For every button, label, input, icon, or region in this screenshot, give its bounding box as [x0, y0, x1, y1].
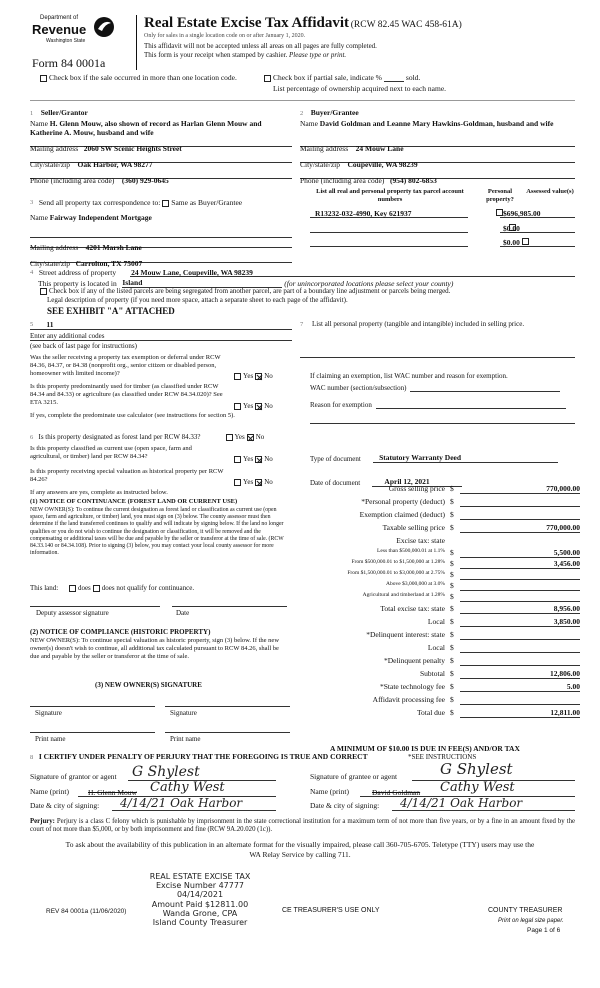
- s6-q2-yes[interactable]: [234, 456, 241, 463]
- tax-row-label: *State technology fee: [380, 682, 445, 691]
- tax-row-amount[interactable]: 3,850.00: [553, 617, 580, 626]
- property-located-row: This property is located in Island (for unincorporated locations please select your county): [38, 278, 454, 288]
- tax-row: [300, 484, 580, 494]
- tax-row: [300, 617, 580, 627]
- logo-sub: Washington State: [46, 38, 86, 44]
- parcel-1-personal-checkbox[interactable]: [496, 209, 503, 216]
- page-title: Real Estate Excise Tax Affidavit: [144, 15, 349, 31]
- tax-row-line: [460, 519, 580, 520]
- tax-row-label: *Personal property (deduct): [361, 497, 445, 506]
- reason-row: Reason for exemption: [310, 401, 566, 409]
- historic-heading: (2) NOTICE OF COMPLIANCE (HISTORIC PROPERTY): [30, 628, 211, 636]
- tax-row-currency: $: [450, 497, 454, 506]
- see-instructions: *SEE INSTRUCTIONS: [408, 753, 477, 761]
- grantor-name-row: Name (print): [30, 787, 69, 796]
- tax-row-line: [460, 691, 580, 692]
- buyer-heading: Buyer/Grantee: [310, 108, 359, 117]
- land-does-not-checkbox[interactable]: [93, 585, 100, 592]
- tax-row-line: [460, 717, 580, 718]
- tax-row: [300, 630, 580, 640]
- check-multi-location[interactable]: Check box if the sale occurred in more than one location code.: [38, 73, 237, 82]
- tax-row-currency: $: [450, 570, 454, 579]
- s5-q1: Was the seller receiving a property tax exemption or deferral under RCW 84.36, 84.37, or 84.38 (nonprofit org., senior citizen or disabled person, homeowner with limited income)?: [30, 354, 221, 377]
- grantor-signature[interactable]: G Shylest: [132, 764, 200, 780]
- tax-row-amount[interactable]: 5.00: [566, 682, 580, 691]
- grantor-name-struck: H. Glenn Mouw: [88, 788, 137, 797]
- tax-row-label: From $500,000.01 to $1,500,000 at 1.28%: [351, 559, 445, 565]
- seller-city[interactable]: Oak Harbor, WA 98277: [77, 160, 153, 169]
- s6-q2-no[interactable]: [255, 456, 262, 463]
- s5-q1-answer: Yes No: [232, 372, 273, 380]
- tax-row-line: [460, 639, 580, 640]
- wac-row: WAC number (section/subsection): [310, 384, 560, 392]
- reason-field[interactable]: [376, 402, 566, 409]
- tax-row-label: Less than $500,000.01 at 1.1%: [377, 548, 445, 554]
- doc-type[interactable]: Statutory Warranty Deed: [373, 453, 558, 463]
- tax-row: [300, 682, 580, 692]
- tax-row-label: Total due: [416, 708, 445, 717]
- header-line2: This affidavit will not be accepted unless all areas on all pages are fully completed.: [144, 42, 377, 50]
- seller-phone-row: Phone (including area code) (360) 929-0645: [30, 176, 169, 185]
- tax-row: [300, 695, 580, 705]
- perjury-statement: Perjury: Perjury is a class C felony which is punishable by imprisonment in the state correctional institution for a maximum term of not more than five years, or by a fine in an amount fixed by the court of not more than $5,000, or by both imprisonment and fine (RCW 9A.20.020 (1c)).: [30, 818, 575, 834]
- tax-row-currency: $: [450, 630, 454, 639]
- tax-row: [300, 643, 580, 653]
- section-8-certify: 8 I CERTIFY UNDER PENALTY OF PERJURY THAT THE FOREGOING IS TRUE AND CORRECT: [30, 752, 368, 761]
- buyer-city-row: City/state/zip Coupeville, WA 98239: [300, 160, 418, 169]
- tax-row-amount[interactable]: 770,000.00: [546, 523, 580, 532]
- tax-row: [300, 592, 580, 602]
- tax-row-label: Taxable selling price: [382, 523, 445, 532]
- tax-row-currency: $: [450, 643, 454, 652]
- tax-row: [300, 536, 580, 546]
- s6-q2-answer: Yes No: [232, 455, 273, 463]
- s5-q2-answer: Yes No: [232, 402, 273, 410]
- partial-percent-field[interactable]: [384, 75, 404, 82]
- multi-location-checkbox[interactable]: [40, 75, 47, 82]
- tax-row-label: From $1,500,000.01 to $3,000,000 at 2.75%: [347, 570, 445, 576]
- tax-row-currency: $: [450, 669, 454, 678]
- parcels-col-personal: Personal property?: [486, 188, 514, 203]
- s6-q3-yes[interactable]: [234, 479, 241, 486]
- tax-row-label: Local: [427, 617, 445, 626]
- grantor-name[interactable]: Cathy West: [150, 780, 225, 795]
- treasurer-stamp: REAL ESTATE EXCISE TAX Excise Number 47777 04/14/2021 Amount Paid $12811.00 Wanda Grone, CPA Island County Treasurer: [149, 872, 251, 927]
- tax-row-currency: $: [450, 682, 454, 691]
- buyer-address-row: Mailing address 24 Mouw Lane: [300, 144, 404, 153]
- s6-note: If any answers are yes, complete as instructed below.: [30, 489, 168, 496]
- list-percentage-note: List percentage of ownership acquired next to each name.: [273, 84, 447, 93]
- buyer-address[interactable]: 24 Mouw Lane: [355, 144, 404, 153]
- logo-top: Department of: [40, 15, 79, 21]
- form-title-block: [144, 14, 462, 32]
- header-line1: Only for sales in a single location code on or after January 1, 2020.: [144, 33, 306, 39]
- s5-q2-no[interactable]: [255, 403, 262, 410]
- top-rule: [30, 100, 575, 101]
- tax-row: [300, 656, 580, 666]
- tax-row-label: Affidavit processing fee: [372, 695, 445, 704]
- tax-row-currency: $: [450, 656, 454, 665]
- doc-date-row: Date of document April 12, 2021: [310, 477, 462, 487]
- parcels-col-value: Assessed value(s): [526, 188, 574, 195]
- buyer-city[interactable]: Coupeville, WA 98239: [347, 160, 418, 169]
- parcel-value-2[interactable]: $0.00: [503, 224, 520, 233]
- tax-row-line: [460, 613, 580, 614]
- tax-row: [300, 669, 580, 679]
- tax-row-line: [460, 579, 580, 580]
- tax-row-line: [460, 532, 580, 533]
- form-citation: (RCW 82.45 WAC 458-61A): [350, 20, 462, 30]
- grantee-signature-row: Signature of grantee or agent: [310, 772, 398, 781]
- tax-row: [300, 497, 580, 507]
- correspondence-name[interactable]: Fairway Independent Mortgage: [49, 213, 152, 222]
- section-5-use-code: 5 11: [30, 320, 54, 329]
- form-number: Form 84 0001a: [32, 56, 106, 70]
- tax-row-line: [460, 506, 580, 507]
- grantee-name-row: Name (print): [310, 787, 349, 796]
- parcel-value-1[interactable]: $696,985.00: [503, 209, 541, 218]
- form-revision: REV 84 0001a (11/06/2020): [46, 908, 127, 915]
- tax-row-line: [460, 601, 580, 602]
- tax-row-currency: $: [450, 695, 454, 704]
- alt-format-note: To ask about the availability of this publication in an alternate format for the visually impaired, please call 360-705-6705. Teletype (TTY) users may use the WA Relay Service by calling 711.: [65, 840, 535, 859]
- property-county[interactable]: Island: [122, 278, 282, 288]
- tax-row-amount[interactable]: 3,456.00: [553, 559, 580, 568]
- property-street-row: 4 Street address of property 24 Mouw Lane, Coupeville, WA 98239: [30, 268, 253, 277]
- s6-q1: Is this property designated as forest land per RCW 84.33?: [38, 433, 201, 441]
- tax-row-label: Above $3,000,000 at 3.0%: [386, 581, 445, 587]
- buyer-phone[interactable]: (954) 802-6853: [389, 176, 437, 185]
- parcel-account-1[interactable]: R13232-032-4990, Key 621937: [315, 209, 412, 218]
- tax-row: [300, 510, 580, 520]
- s6-q3-answer: Yes No: [232, 478, 273, 486]
- tax-row: [300, 523, 580, 533]
- tax-row-amount[interactable]: 12,806.00: [550, 669, 580, 678]
- revenue-logo-icon: [92, 15, 116, 39]
- tax-row-currency: $: [450, 510, 454, 519]
- correspondence-city[interactable]: Carrolton, TX 75007: [75, 259, 143, 268]
- tax-row-currency: $: [450, 581, 454, 590]
- parcel-3-personal-checkbox[interactable]: [522, 238, 529, 245]
- s5-q2: Is this property predominantly used for timber (as classified under RCW 84.34 and 84.33) or agriculture (as classified under RCW 84.34.020)? See ETA 3215.: [30, 383, 223, 406]
- tax-row-label: Local: [427, 643, 445, 652]
- tax-row-line: [460, 652, 580, 653]
- tax-row: [300, 548, 580, 558]
- correspondence-address-row: Mailing address 4201 Marsh Lane: [30, 243, 142, 252]
- doc-type-row: Type of document Statutory Warranty Deed: [310, 453, 558, 463]
- tax-row-amount[interactable]: 5,500.00: [553, 548, 580, 557]
- tax-row: [300, 559, 580, 569]
- segregated-row[interactable]: Check box if any of the listed parcels are being segregated from another parcel, are part of a boundary line adjustment or parcels being merged.: [38, 287, 450, 295]
- s6-q3-no[interactable]: [255, 479, 262, 486]
- land-qualify-row: This land: does does not qualify for continuance.: [30, 584, 195, 592]
- grantor-date-row: Date & city of signing:: [30, 801, 100, 810]
- tax-row-line: [460, 626, 580, 627]
- legal-paper-note: Print on legal size paper.: [498, 918, 564, 924]
- historic-text: NEW OWNER(S): To continue special valuation as historic property, sign (3) below. If the new owner(s) doesn't wish to continue, all additional tax calculated pursuant to RCW 84.26, shall be due and payable by the seller or transferor at the time of sale.: [30, 637, 280, 661]
- tax-row: [300, 604, 580, 614]
- parcels-col-account: List all real and personal property tax parcel account numbers: [316, 188, 464, 203]
- minimum-fee-note: A MINIMUM OF $10.00 IS DUE IN FEE(S) AND/OR TAX: [330, 744, 520, 753]
- tax-row-line: [460, 568, 580, 569]
- tax-row-line: [460, 665, 580, 666]
- s5-q1-no[interactable]: [255, 373, 262, 380]
- section-3-correspondence: 3 Send all property tax correspondence to: Same as Buyer/Grantee: [30, 198, 243, 207]
- seller-phone[interactable]: (360) 929-0645: [121, 176, 169, 185]
- tax-row-currency: $: [450, 523, 454, 532]
- tax-row-label: Agricultural and timberland at 1.28%: [362, 592, 445, 598]
- tax-row-label: Total excise tax: state: [380, 604, 445, 613]
- s6-q3: Is this property receiving special valuation as historical property per RCW 84.26?: [30, 468, 224, 483]
- s5-q2-note: If yes, complete the predominate use calculator (see instructions for section 5).: [30, 412, 235, 419]
- buyer-phone-row: Phone (including area code) (954) 802-6853: [300, 176, 437, 185]
- tax-row-amount[interactable]: 8,956.00: [553, 604, 580, 613]
- tax-row: [300, 708, 580, 718]
- seller-name[interactable]: H. Glenn Mouw, also shown of record as Harlan Glenn Mouw and Katherine A. Mouw, husband and wife: [30, 118, 262, 137]
- grantor-signature-row: Signature of grantor or agent: [30, 772, 117, 781]
- tax-row-currency: $: [450, 708, 454, 717]
- section-2-buyer: 2 Buyer/Grantee Name David Goldman and Leanne Mary Hawkins-Goldman, husband and wife: [300, 108, 554, 128]
- tax-row-line: [460, 678, 580, 679]
- tax-row-label: Subtotal: [419, 669, 445, 678]
- tax-row-amount[interactable]: 12,811.00: [550, 708, 580, 717]
- county-treasurer: COUNTY TREASURER: [488, 907, 563, 914]
- tax-row-currency: $: [450, 617, 454, 626]
- correspondence-city-row: City/state/zip Carrolton, TX 75007: [30, 259, 143, 268]
- s6-q2: Is this property classified as current use (open space, farm and agricultural, or timber) land per RCW 84.34?: [30, 445, 192, 460]
- correspondence-name-row: Name Fairway Independent Mortgage: [30, 213, 152, 222]
- wac-field[interactable]: [410, 385, 560, 392]
- tax-row: [300, 581, 580, 591]
- tax-row-label: *Delinquent interest: state: [366, 630, 445, 639]
- section-1-seller: 1 Seller/Grantor Name H. Glenn Mouw, also shown of record as Harlan Glenn Mouw and Katherine A. Mouw, husband and wife: [30, 108, 262, 137]
- s6-q1-yes[interactable]: [226, 434, 233, 441]
- grantee-date-row: Date & city of signing:: [310, 801, 380, 810]
- s5-q1-yes[interactable]: [234, 373, 241, 380]
- seller-city-row: City/state/zip Oak Harbor, WA 98277: [30, 160, 153, 169]
- legal-description[interactable]: SEE EXHIBIT "A" ATTACHED: [47, 306, 175, 316]
- s6-q1-no[interactable]: [247, 434, 254, 441]
- property-street[interactable]: 24 Mouw Lane, Coupeville, WA 98239: [131, 268, 253, 277]
- land-does-checkbox[interactable]: [69, 585, 76, 592]
- grantee-date-city[interactable]: 4/14/21 Oak Harbor: [400, 796, 523, 810]
- tax-row-line: [460, 557, 580, 558]
- tax-row-label: Excise tax: state: [396, 536, 445, 545]
- header-divider: [136, 15, 137, 70]
- parcel-value-3[interactable]: $0.00: [503, 238, 520, 247]
- continuance-text: NEW OWNER(S): To continue the current designation as forest land or classification as current use (open space, farm and agriculture, or timber) land, you must sign on (3) below. The county assessor must then determine if the land transferred continues to qualify and will indicate by signing below. If the land no longer qualifies or you do not wish to continue the designation or classification, it will be removed and the compensating or additional taxes will be due and payable by the seller or transferor at the time of sale. (RCW 84.33.140 or 84.34.108). Prior to signing (3) below, you may contact your local county assessor for more information.: [30, 507, 284, 557]
- check-partial-sale[interactable]: Check box if partial sale, indicate % sold.: [262, 73, 420, 82]
- grantee-name[interactable]: Cathy West: [440, 780, 515, 795]
- tax-row-label: Exemption claimed (deduct): [359, 510, 445, 519]
- tax-row-currency: $: [450, 604, 454, 613]
- section-7: 7 List all personal property (tangible and intangible) included in selling price.: [300, 320, 525, 328]
- tax-row-currency: $: [450, 548, 454, 557]
- tax-row-label: Gross selling price: [388, 484, 445, 493]
- grantor-date-city[interactable]: 4/14/21 Oak Harbor: [120, 796, 243, 810]
- buyer-name[interactable]: David Goldman and Leanne Mary Hawkins-Goldman, husband and wife: [319, 118, 554, 128]
- same-as-buyer-checkbox[interactable]: [162, 200, 169, 207]
- logo-name: Revenue: [32, 22, 87, 37]
- dor-logo: [30, 15, 125, 55]
- tax-row-line: [460, 704, 580, 705]
- tax-row-currency: $: [450, 559, 454, 568]
- continuance-heading: (1) NOTICE OF CONTINUANCE (FOREST LAND OR CURRENT USE): [30, 498, 238, 505]
- use-code[interactable]: 11: [46, 320, 54, 329]
- s6-q1-row: 6 Is this property designated as forest land per RCW 84.33? Yes No: [30, 433, 265, 441]
- new-owner-signature-heading: (3) NEW OWNER(S) SIGNATURE: [95, 681, 202, 689]
- legal-description-label: Legal description of property (if you need more space, attach a separate sheet to each page of the affidavit).: [47, 296, 348, 304]
- s5-q2-yes[interactable]: [234, 403, 241, 410]
- seller-address[interactable]: 2060 SW Scenic Heights Street: [83, 144, 182, 153]
- tax-row-currency: $: [450, 484, 454, 493]
- treasurer-use-only: CE TREASURER'S USE ONLY: [282, 907, 380, 914]
- tax-row-amount[interactable]: 770,000.00: [546, 484, 580, 493]
- segregated-checkbox[interactable]: [40, 288, 47, 295]
- tax-row-currency: $: [450, 592, 454, 601]
- page-number: Page 1 of 6: [527, 927, 561, 934]
- tax-row-line: [460, 590, 580, 591]
- seller-heading: Seller/Grantor: [40, 108, 88, 117]
- header-line3: This form is your receipt when stamped by cashier. Please type or print.: [144, 51, 347, 59]
- doc-date[interactable]: April 12, 2021: [372, 477, 462, 487]
- tax-row-line: [460, 493, 580, 494]
- partial-sale-checkbox[interactable]: [264, 75, 271, 82]
- tax-row-label: *Delinquent penalty: [383, 656, 445, 665]
- tax-row: [300, 570, 580, 580]
- seller-address-row: Mailing address 2060 SW Scenic Heights Street: [30, 144, 182, 153]
- grantee-name-struck: David Goldman: [372, 788, 421, 797]
- grantee-signature[interactable]: G Shylest: [440, 760, 513, 778]
- correspondence-address[interactable]: 4201 Marsh Lane: [85, 243, 142, 252]
